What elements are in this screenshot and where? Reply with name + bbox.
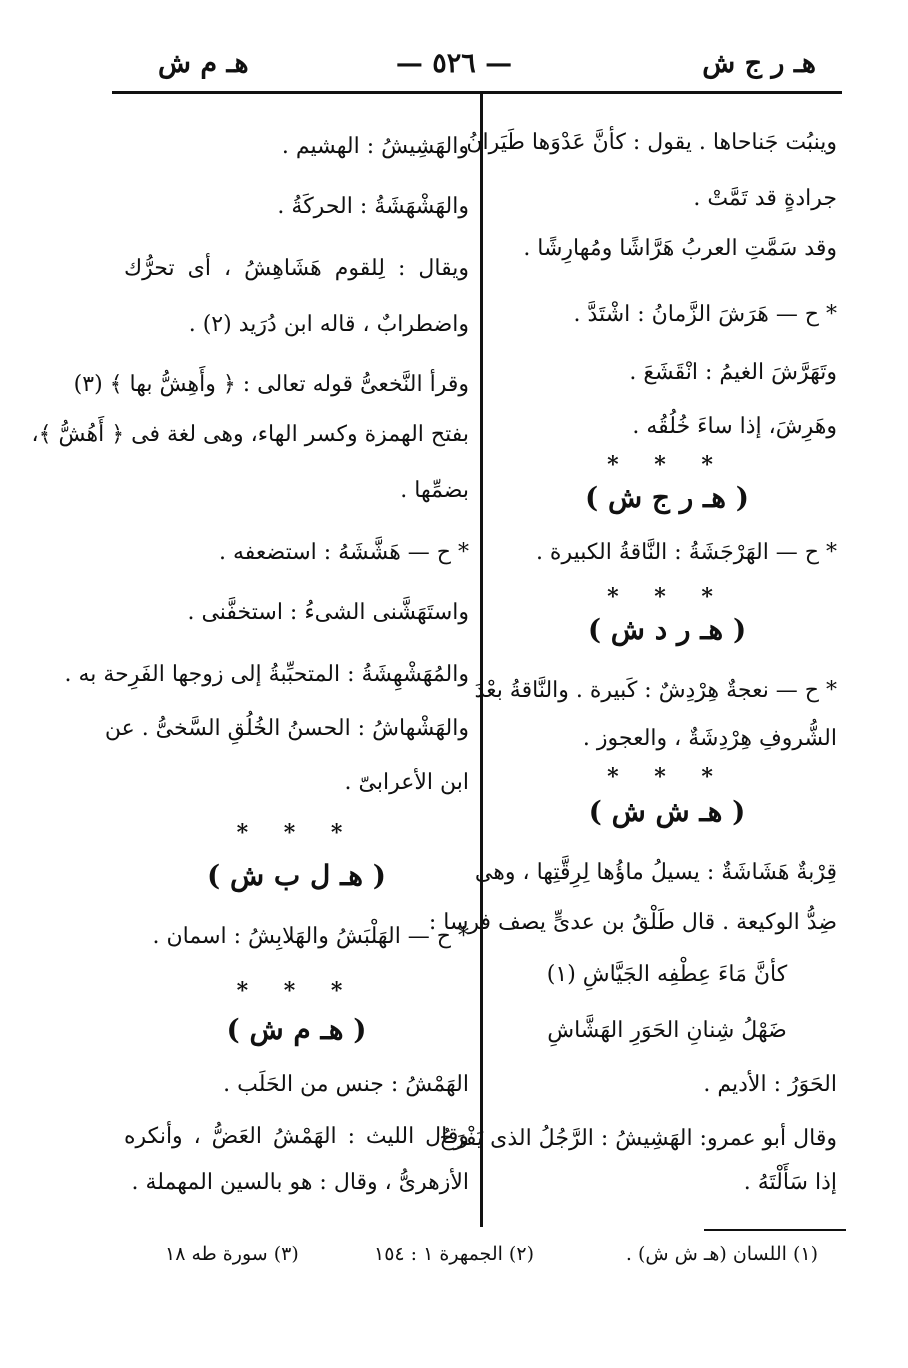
text-line: إذا سَأَلْتَهُ . — [743, 1170, 837, 1195]
footnote-rule — [704, 1229, 846, 1231]
verse-line: ضَهْلُ شِنانِ الحَوَرِ الهَشَّاشِ — [547, 1018, 787, 1043]
text-line: والمُهَشْهِشَةُ : المتحبِّبةُ إلى زوجها الفَرِحة به . — [64, 662, 469, 687]
text-line: * ح — هَرَشَ الزَّمانُ : اشْتَدَّ . — [573, 302, 837, 327]
text-line: وهَرِشَ، إذا ساءَ خُلُقُه . — [632, 414, 837, 439]
text-line: وقال أبو عمرو: الهَشِيشُ : الرَّجُلُ الذى يَفْرَحُ — [439, 1126, 837, 1151]
footnote-3: (٣) سورة طه ١٨ — [165, 1243, 299, 1265]
text-line: بفتح الهمزة وكسر الهاء، وهى لغة فى ﴿ أَهُشُّ ﴾، — [31, 422, 469, 447]
text-line: واضطرابٌ ، قاله ابن دُرَيد (٢) . — [188, 312, 469, 337]
text-line: الشُّروفِ هِرْدِشَةٌ ، والعجوز . — [582, 726, 837, 751]
separator-stars: * * * — [607, 452, 727, 478]
footnote-2: (٢) الجمهرة ١ : ١٥٤ — [374, 1243, 534, 1265]
text-line: * ح — الهَرْجَشَةُ : النَّاقةُ الكبيرة . — [535, 540, 837, 565]
separator-stars: * * * — [607, 764, 727, 790]
entry-heading: ( هـ م ش ) — [226, 1013, 367, 1046]
text-line: وتَهَرَّشَ الغيمُ : انْقَشَعَ . — [629, 360, 837, 385]
text-line: * ح — الهَلْبَشُ والهَلابِشُ : اسمان . — [152, 924, 469, 949]
entry-heading: ( هـ ل ب ش ) — [206, 859, 387, 892]
text-line: وقال الليث : الهَمْشُ العَضُّ ، وأنكره — [124, 1124, 469, 1149]
text-line: والهَشِيشُ : الهشيم . — [281, 134, 469, 159]
text-line: واستَهَشَّنى الشىءُ : استخفَّنى . — [187, 600, 469, 625]
entry-heading: ( هـ ر د ش ) — [587, 613, 747, 646]
separator-stars: * * * — [236, 820, 357, 846]
page-number: — ٥٢٦ — — [395, 48, 513, 79]
text-line: * ح — هَشَّشَهُ : استضعفه . — [218, 540, 469, 565]
text-line: * ح — نعجةٌ هِرْدِشٌ : كَبيرة . والنَّاقةُ بعْدَ — [474, 678, 837, 703]
running-head-left: هـ م ش — [158, 48, 249, 79]
running-head-right: هـ ر ج ش — [702, 48, 816, 79]
entry-heading: ( هـ ر ج ش ) — [585, 481, 749, 514]
text-line: الحَوَرُ : الأديم . — [703, 1072, 837, 1097]
text-line: جرادةٍ قد تَمَّتْ . — [693, 186, 837, 211]
text-line: الأزهرىُّ ، وقال : هو بالسين المهملة . — [131, 1170, 469, 1195]
footnote-1: (١) اللسان (هـ ش ش) . — [625, 1243, 818, 1265]
text-line: وينبُت جَناحاها . يقول : كأنَّ عَدْوَها طَيَرانُ — [466, 130, 837, 155]
column-divider — [480, 94, 483, 1227]
separator-stars: * * * — [607, 584, 727, 610]
text-line: ابن الأعرابىّ . — [344, 770, 469, 795]
verse-line: كأنَّ مَاءَ عِطْفِه الجَيَّاشِ (١) — [546, 962, 788, 987]
text-line: والهَشْهاشُ : الحسنُ الخُلُقِ السَّخىُّ . عن — [104, 716, 469, 741]
text-line: الهَمْشُ : جنس من الحَلَب . — [223, 1072, 469, 1097]
text-line: والهَشْهَشَةُ : الحركَةُ . — [277, 194, 469, 219]
text-line: وقد سَمَّتِ العربُ هَرَّاشًا ومُهارِشًا . — [523, 236, 837, 261]
separator-stars: * * * — [236, 978, 357, 1004]
text-line: ضِدُّ الوكيعة . قال طَلْقُ بن عدىٍّ يصف فرسا : — [428, 910, 837, 935]
header-rule — [112, 91, 842, 94]
text-line: وقرأ النَّخعىُّ قوله تعالى : ﴿ وأَهِشُّ بها ﴾ (٣) — [73, 372, 469, 397]
entry-heading: ( هـ ش ش ) — [588, 795, 746, 828]
text-line: ويقال : لِلقوم هَشَاهِشُ ، أى تحرُّك — [124, 256, 469, 281]
text-line: بضمِّها . — [400, 478, 469, 503]
text-line: قِرْبةٌ هَشَاشَةٌ : يسيلُ ماؤُها لِرِقَّتِها ، وهى — [474, 860, 837, 885]
